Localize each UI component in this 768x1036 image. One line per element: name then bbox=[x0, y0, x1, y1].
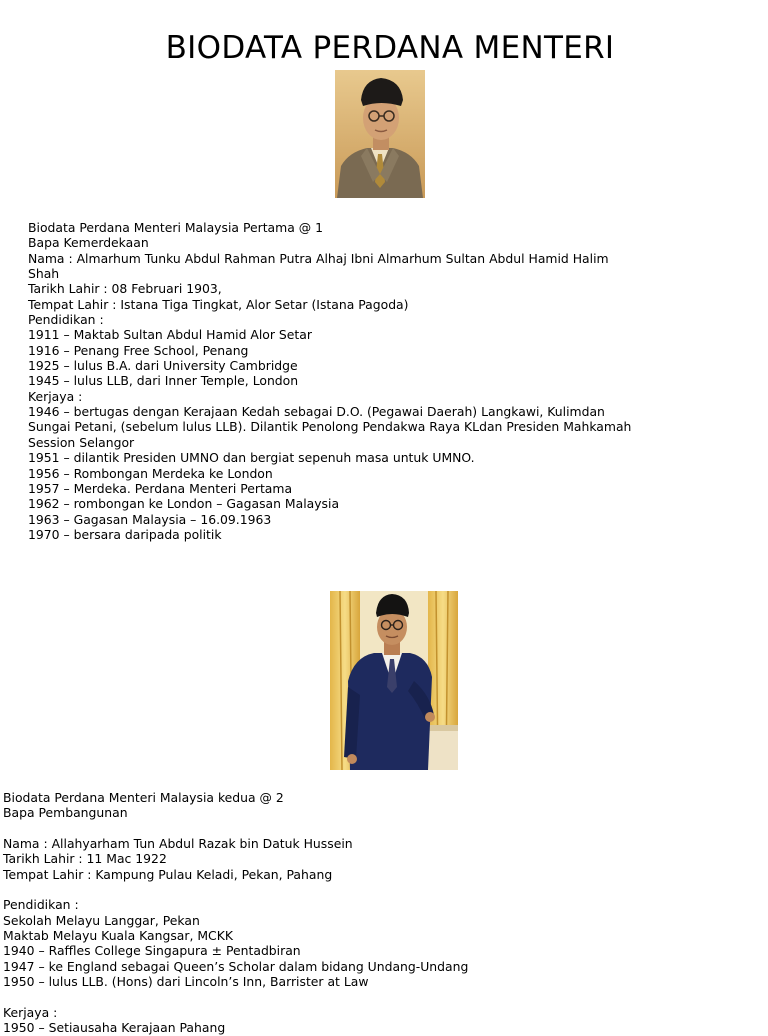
text-line: 1916 – Penang Free School, Penang bbox=[28, 342, 249, 358]
text-line: Sekolah Melayu Langgar, Pekan bbox=[3, 912, 200, 928]
text-line: 1950 – lulus LLB. (Hons) dari Lincoln’s Inn, Barrister at Law bbox=[3, 974, 369, 990]
text-line: Nama : Allahyarham Tun Abdul Razak bin Datuk Hussein bbox=[3, 836, 353, 852]
text-line: Nama : Almarhum Tunku Abdul Rahman Putra Alhaj Ibni Almarhum Sultan Abdul Hamid Halim bbox=[28, 250, 609, 266]
text-line: Biodata Perdana Menteri Malaysia kedua @ 2 bbox=[3, 790, 284, 805]
text-line: Shah bbox=[28, 266, 60, 282]
portrait-photo-pm1 bbox=[335, 70, 425, 198]
biodata-pm2 bbox=[3, 790, 468, 1036]
blank-line bbox=[3, 989, 468, 1004]
portrait-pm2-illustration bbox=[330, 591, 458, 770]
text-line: Biodata Perdana Menteri Malaysia Pertama @ 1 bbox=[28, 220, 323, 235]
blank-line bbox=[3, 882, 468, 897]
text-line: 1970 – bersara daripada politik bbox=[28, 526, 222, 542]
text-line: Pendidikan : bbox=[28, 312, 104, 328]
portrait-pm1-illustration bbox=[335, 70, 425, 198]
text-line: 1957 – Merdeka. Perdana Menteri Pertama bbox=[28, 480, 293, 496]
text-line: 1945 – lulus LLB, dari Inner Temple, London bbox=[28, 373, 299, 389]
text-line: Tarikh Lahir : 11 Mac 1922 bbox=[3, 851, 167, 867]
text-line: 1946 – bertugas dengan Kerajaan Kedah sebagai D.O. (Pegawai Daerah) Langkawi, Kulimdan bbox=[28, 404, 605, 420]
portrait-photo-pm2 bbox=[330, 591, 458, 770]
text-line: Sungai Petani, (sebelum lulus LLB). Dilantik Penolong Pendakwa Raya KLdan Presiden Mahkamah bbox=[28, 419, 632, 435]
biodata-pm1 bbox=[28, 220, 631, 542]
text-line: Bapa Pembangunan bbox=[3, 805, 128, 821]
text-line: Kerjaya : bbox=[3, 1004, 58, 1020]
text-line: 1963 – Gagasan Malaysia – 16.09.1963 bbox=[28, 511, 272, 527]
text-line: 1940 – Raffles College Singapura ± Pentadbiran bbox=[3, 943, 301, 959]
text-line: 1956 – Rombongan Merdeka ke London bbox=[28, 465, 273, 481]
text-line: Kerjaya : bbox=[28, 388, 83, 404]
text-line: Bapa Kemerdekaan bbox=[28, 235, 149, 251]
text-line: Tempat Lahir : Istana Tiga Tingkat, Alor Setar (Istana Pagoda) bbox=[28, 296, 409, 312]
text-line: 1925 – lulus B.A. dari University Cambridge bbox=[28, 358, 298, 374]
text-line: Pendidikan : bbox=[3, 897, 79, 913]
page-title: BIODATA PERDANA MENTERI bbox=[165, 30, 615, 66]
blank-line bbox=[3, 821, 468, 836]
text-line: 1962 – rombongan ke London – Gagasan Malaysia bbox=[28, 496, 340, 512]
text-line: 1950 – Setiausaha Kerajaan Pahang bbox=[3, 1020, 226, 1036]
text-line: 1911 – Maktab Sultan Abdul Hamid Alor Setar bbox=[28, 327, 312, 343]
text-line: Maktab Melayu Kuala Kangsar, MCKK bbox=[3, 928, 233, 944]
text-line: Tempat Lahir : Kampung Pulau Keladi, Pekan, Pahang bbox=[3, 866, 333, 882]
text-line: Session Selangor bbox=[28, 434, 135, 450]
text-line: 1947 – ke England sebagai Queen’s Scholar dalam bidang Undang-Undang bbox=[3, 958, 469, 974]
text-line: 1951 – dilantik Presiden UMNO dan bergiat sepenuh masa untuk UMNO. bbox=[28, 450, 475, 466]
text-line: Tarikh Lahir : 08 Februari 1903, bbox=[28, 281, 222, 297]
